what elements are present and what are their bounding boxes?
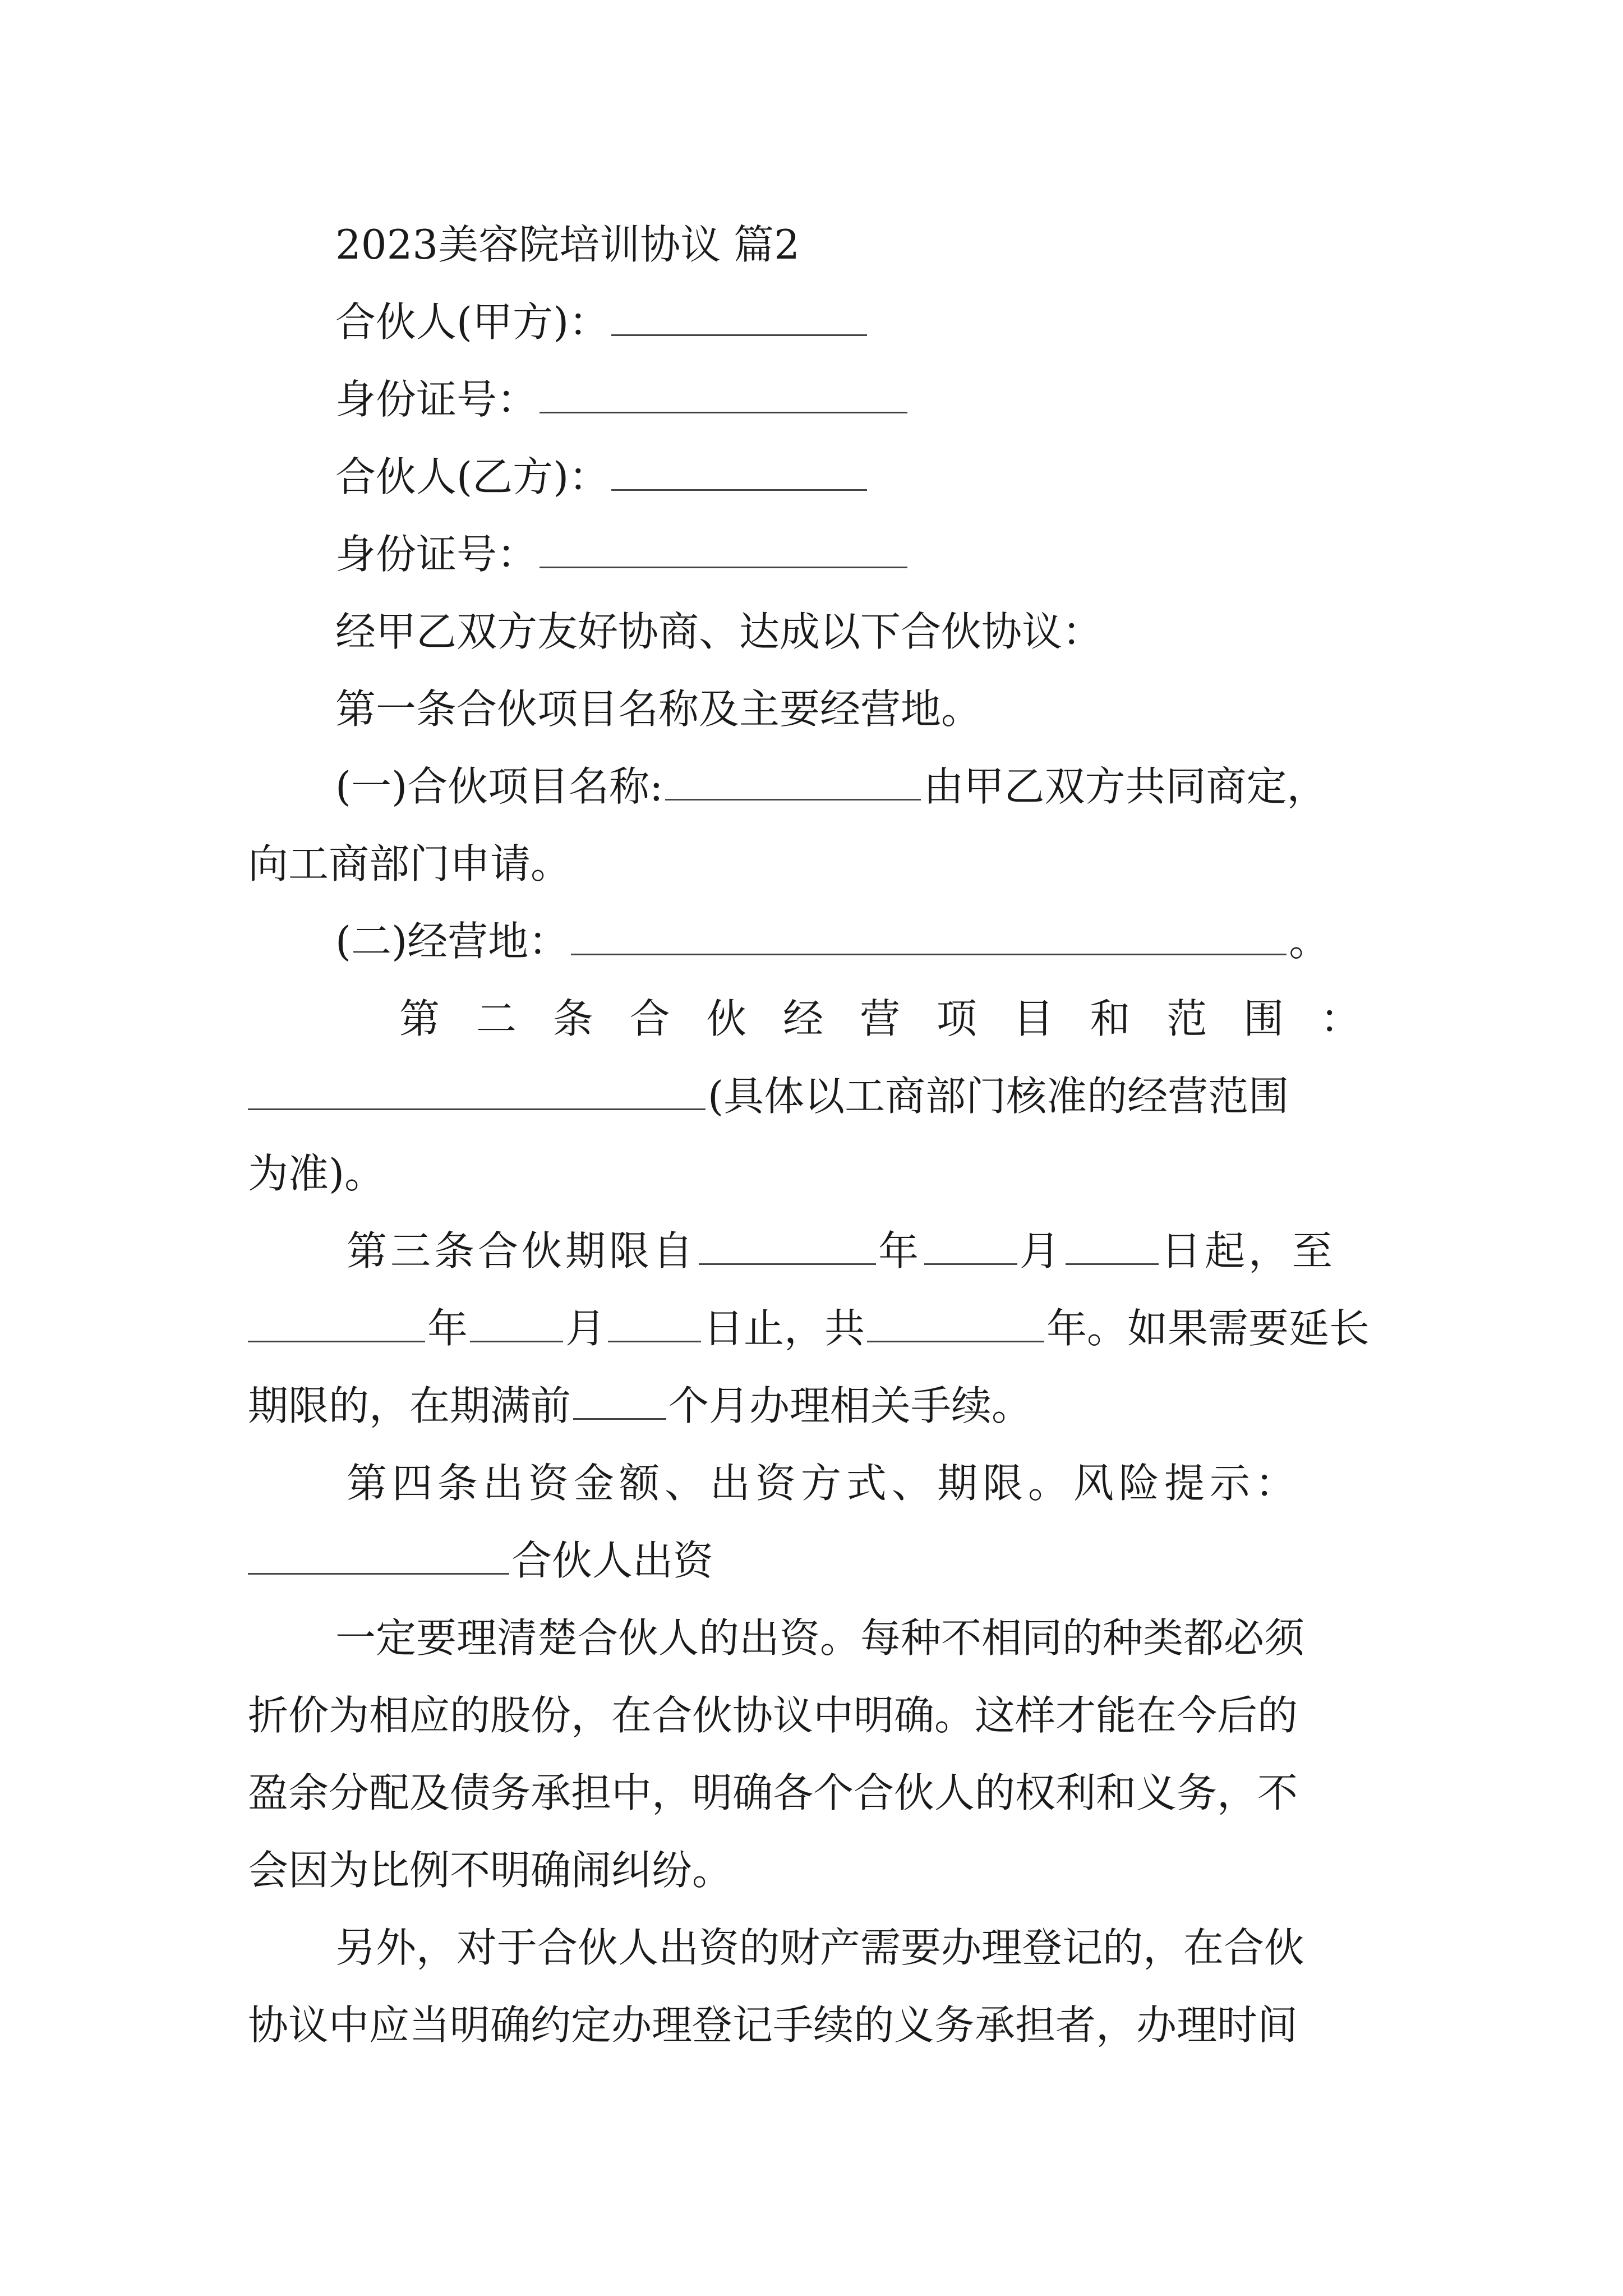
location-end: 。 (1289, 918, 1330, 965)
article-2-char: 伙 (706, 995, 747, 1042)
article-2-char: 项 (936, 995, 977, 1042)
id-b-line (335, 527, 910, 581)
start-month-blank[interactable] (924, 1230, 1017, 1265)
year-label: 年 (427, 1305, 468, 1352)
day-to-label: 日止，共 (703, 1305, 865, 1352)
id-b-blank[interactable] (540, 533, 907, 568)
party-b-blank[interactable] (611, 455, 867, 491)
article-1-item-1 (335, 760, 1327, 813)
scope-blank[interactable] (248, 1075, 706, 1110)
location-blank[interactable] (571, 920, 1287, 955)
paragraph-1-line-3: 盈余分配及债务承担中，明确各个合伙人的权利和义务，不 (248, 1769, 1298, 1816)
extension-months-blank[interactable] (573, 1384, 666, 1420)
project-name-label: (一)合伙项目名称: (335, 763, 663, 810)
article-2-char: 经 (783, 995, 824, 1042)
paragraph-2-line-2: 协议中应当明确约定办理登记手续的义务承担者，办理时间 (248, 2001, 1298, 2049)
extension-text-1: 期限的，在期满前 (248, 1382, 571, 1429)
location-label: (二)经营地： (335, 918, 569, 965)
article-1-item-1-cont: 向工商部门申请。 (248, 840, 571, 887)
project-name-text: 由甲乙双方共同商定， (923, 763, 1327, 810)
article-2-char: ： (1320, 995, 1361, 1042)
term-label: 第三条合伙期限自 (347, 1227, 697, 1274)
scope-text: (具体以工商部门核准的经营范围 (708, 1073, 1289, 1120)
article-3-line-3 (248, 1379, 1032, 1433)
article-2-char: 合 (629, 995, 670, 1042)
article-2-char: 范 (1166, 995, 1207, 1042)
article-2-char: 围 (1243, 995, 1284, 1042)
article-2-line-2 (248, 1069, 1289, 1123)
contribution-text: 合伙人出资 (511, 1537, 714, 1584)
end-month-blank[interactable] (470, 1307, 563, 1342)
party-b-label: 合伙人(乙方)： (335, 453, 610, 500)
article-2-char: 目 (1013, 995, 1054, 1042)
end-year-blank[interactable] (248, 1307, 425, 1342)
article-2-char: 营 (859, 995, 900, 1042)
project-name-blank[interactable] (665, 765, 921, 800)
article-4-title: 第四条出资金额、出资方式、期限。风险提示： (347, 1460, 1301, 1507)
article-3-line-1 (347, 1224, 1336, 1278)
article-3-line-2 (248, 1301, 1370, 1355)
extension-text-2: 个月办理相关手续。 (668, 1382, 1032, 1429)
month-label: 月 (1020, 1227, 1064, 1274)
intro-text: 经甲乙双方友好协商、达成以下合伙协议： (335, 608, 1103, 655)
party-a-blank[interactable] (611, 301, 867, 336)
paragraph-1-line-1: 一定要理清楚合伙人的出资。每种不相同的种类都必须 (335, 1614, 1305, 1662)
party-b-line (335, 450, 869, 504)
document-title: 2023美容院培训协议 篇2 (335, 221, 800, 268)
article-2-char: 二 (476, 995, 517, 1042)
total-years-blank[interactable] (867, 1307, 1044, 1342)
day-from-label: 日起，至 (1161, 1227, 1336, 1274)
article-2-title (399, 992, 1361, 1046)
year-label: 年 (878, 1227, 923, 1274)
article-2-char: 和 (1090, 995, 1131, 1042)
paragraph-2-line-1: 另外，对于合伙人出资的财产需要办理登记的，在合伙 (335, 1924, 1305, 1971)
end-day-blank[interactable] (608, 1307, 701, 1342)
start-year-blank[interactable] (699, 1230, 876, 1265)
id-a-label: 身份证号： (335, 376, 538, 423)
article-1-title: 第一条合伙项目名称及主要经营地。 (335, 685, 982, 733)
paragraph-1-line-4: 会因为比例不明确闹纠纷。 (248, 1847, 733, 1894)
id-a-line (335, 372, 910, 426)
article-1-item-2 (335, 914, 1329, 968)
years-end-text: 年。如果需要延长 (1046, 1305, 1370, 1352)
article-4-line-2 (248, 1534, 713, 1588)
article-2-line-3: 为准)。 (248, 1150, 385, 1197)
start-day-blank[interactable] (1066, 1230, 1159, 1265)
id-a-blank[interactable] (540, 378, 907, 413)
contribution-blank[interactable] (248, 1539, 509, 1575)
party-a-line (335, 295, 869, 349)
article-2-char: 条 (552, 995, 593, 1042)
party-a-label: 合伙人(甲方)： (335, 298, 610, 346)
article-2-char: 第 (399, 995, 440, 1042)
id-b-label: 身份证号： (335, 531, 538, 578)
month-label: 月 (565, 1305, 606, 1352)
paragraph-1-line-2: 折价为相应的股份，在合伙协议中明确。这样才能在今后的 (248, 1692, 1298, 1739)
